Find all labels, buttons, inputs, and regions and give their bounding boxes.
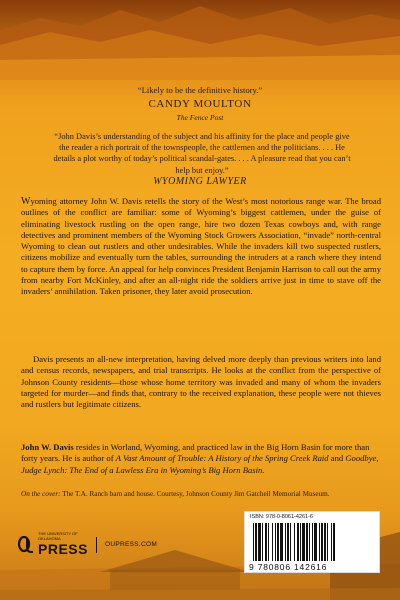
bio-text-b: and xyxy=(328,453,346,464)
barcode-bar xyxy=(262,523,263,561)
barcode-bar xyxy=(287,523,289,561)
barcode-bar xyxy=(300,523,301,561)
barcode-bar xyxy=(290,523,291,561)
barcode-bar xyxy=(314,523,317,561)
barcode-bar xyxy=(268,523,269,561)
barcode-bar xyxy=(327,523,328,561)
blurb-name-1: CANDY MOULTON xyxy=(148,98,252,110)
publisher-logo xyxy=(18,532,157,557)
barcode-bars xyxy=(251,523,375,563)
barcode-bar xyxy=(331,523,332,561)
publisher-subtitle: THE UNIVERSITY OF OKLAHOMA xyxy=(38,531,78,541)
author-bio xyxy=(21,442,381,476)
description-paragraph-2: Davis presents an all-new interpretation, having delved more deeply than previous writers into land and census records, newspapers, and trial transcripts. He looks at the conflict from the perspective of Johnson County residents—those whose home territory was invaded and many of whom the invaders targeted for murder—and finds that, contrary to the received explanation, these people were not thieves and rustlers but legitimate citizens. xyxy=(21,354,381,410)
barcode-bar xyxy=(302,523,305,561)
barcode-bar xyxy=(309,523,310,561)
barcode-bar xyxy=(324,523,326,561)
cover-credit-label: On the cover: xyxy=(21,490,61,498)
ou-logo-icon xyxy=(18,536,34,554)
paragraph-1-text: yoming attorney John W. Davis retells the story of the West’s most notorious range war. The broad outlines of the conflict are familiar: some of Wyoming’s biggest cattlemen, under the guise of eliminating livestock rustling on the open range, hire two dozen Texas cowboys and, with range detectives and prominent members of the Wyoming Stock Growers Association, “invade” north-central Wyoming to clean out rustlers and other undesirables. While the invaders kill two suspected rustlers, citizens mobilize and eventually turn the tables, surrounding the intruders at a ranch where they intend to capture them by force. An appeal for help convinces President Benjamin Harrison to call out the army from nearby Fort McKinley, and after an all-night ride the soldiers arrive just in time to stave off the invaders’ annihilation. Taken prisoner, they later avoid prosecution. xyxy=(21,196,381,297)
author-name: John W. Davis xyxy=(21,442,74,452)
barcode-bar xyxy=(253,523,254,561)
barcode-bar xyxy=(297,523,299,561)
book-title-2: Goodbye, Judge Lynch: The End of a Lawless Era in Wyoming’s Big Horn Basin. xyxy=(21,453,379,475)
blurb-source-1: The Fence Post xyxy=(176,113,224,122)
barcode-bar xyxy=(285,523,286,561)
isbn-label: ISBN: 978-0-8061-4261-6 xyxy=(250,514,313,520)
barcode-bar xyxy=(275,523,276,561)
barcode-bar xyxy=(306,523,308,561)
logo-divider xyxy=(96,537,97,553)
bio-text-a: resides in Worland, Wyoming, and practiced law in the Big Horn Basin for more than forty years. He is author of xyxy=(21,442,370,464)
book-title-1: A Vast Amount of Trouble: A History of the Spring Creek Raid xyxy=(115,453,329,464)
barcode-bar xyxy=(265,523,267,561)
barcode-digits: 9 780806 142616 xyxy=(249,562,328,572)
blurb-quote-1: “Likely to be the definitive history.” xyxy=(137,85,263,95)
barcode-bar xyxy=(258,523,261,561)
blurb-quote-2: “John Davis’s understanding of the subject and his affinity for the place and people give the reader a rich portrait of the townspeople, the cattlemen and the politicians. . . . He details a plot worthy of today’s political scandal-gates. . . . A pleasure read that you can’t help but enjoy.” xyxy=(53,132,351,175)
barcode-bar xyxy=(333,523,335,561)
barcode-bar xyxy=(280,523,283,561)
cover-credit xyxy=(21,490,381,498)
drop-cap: W xyxy=(21,196,31,207)
barcode-bar xyxy=(319,523,320,561)
isbn-barcode xyxy=(244,511,380,573)
barcode-bar xyxy=(277,523,279,561)
barcode-bar xyxy=(312,523,313,561)
barcode-bar xyxy=(272,523,273,561)
barcode-bar xyxy=(294,523,295,561)
barcode-bar xyxy=(255,523,257,561)
blurb-source-2: WYOMING LAWYER xyxy=(153,176,247,187)
publisher-name: PRESS xyxy=(38,541,88,557)
publisher-url: OUPRESS.COM xyxy=(105,541,158,548)
barcode-bar xyxy=(321,523,323,561)
cover-credit-text: The T.A. Ranch barn and house. Courtesy, Johnson County Jim Gatchell Memorial Museum. xyxy=(60,490,330,498)
description-paragraph-1 xyxy=(21,196,381,298)
